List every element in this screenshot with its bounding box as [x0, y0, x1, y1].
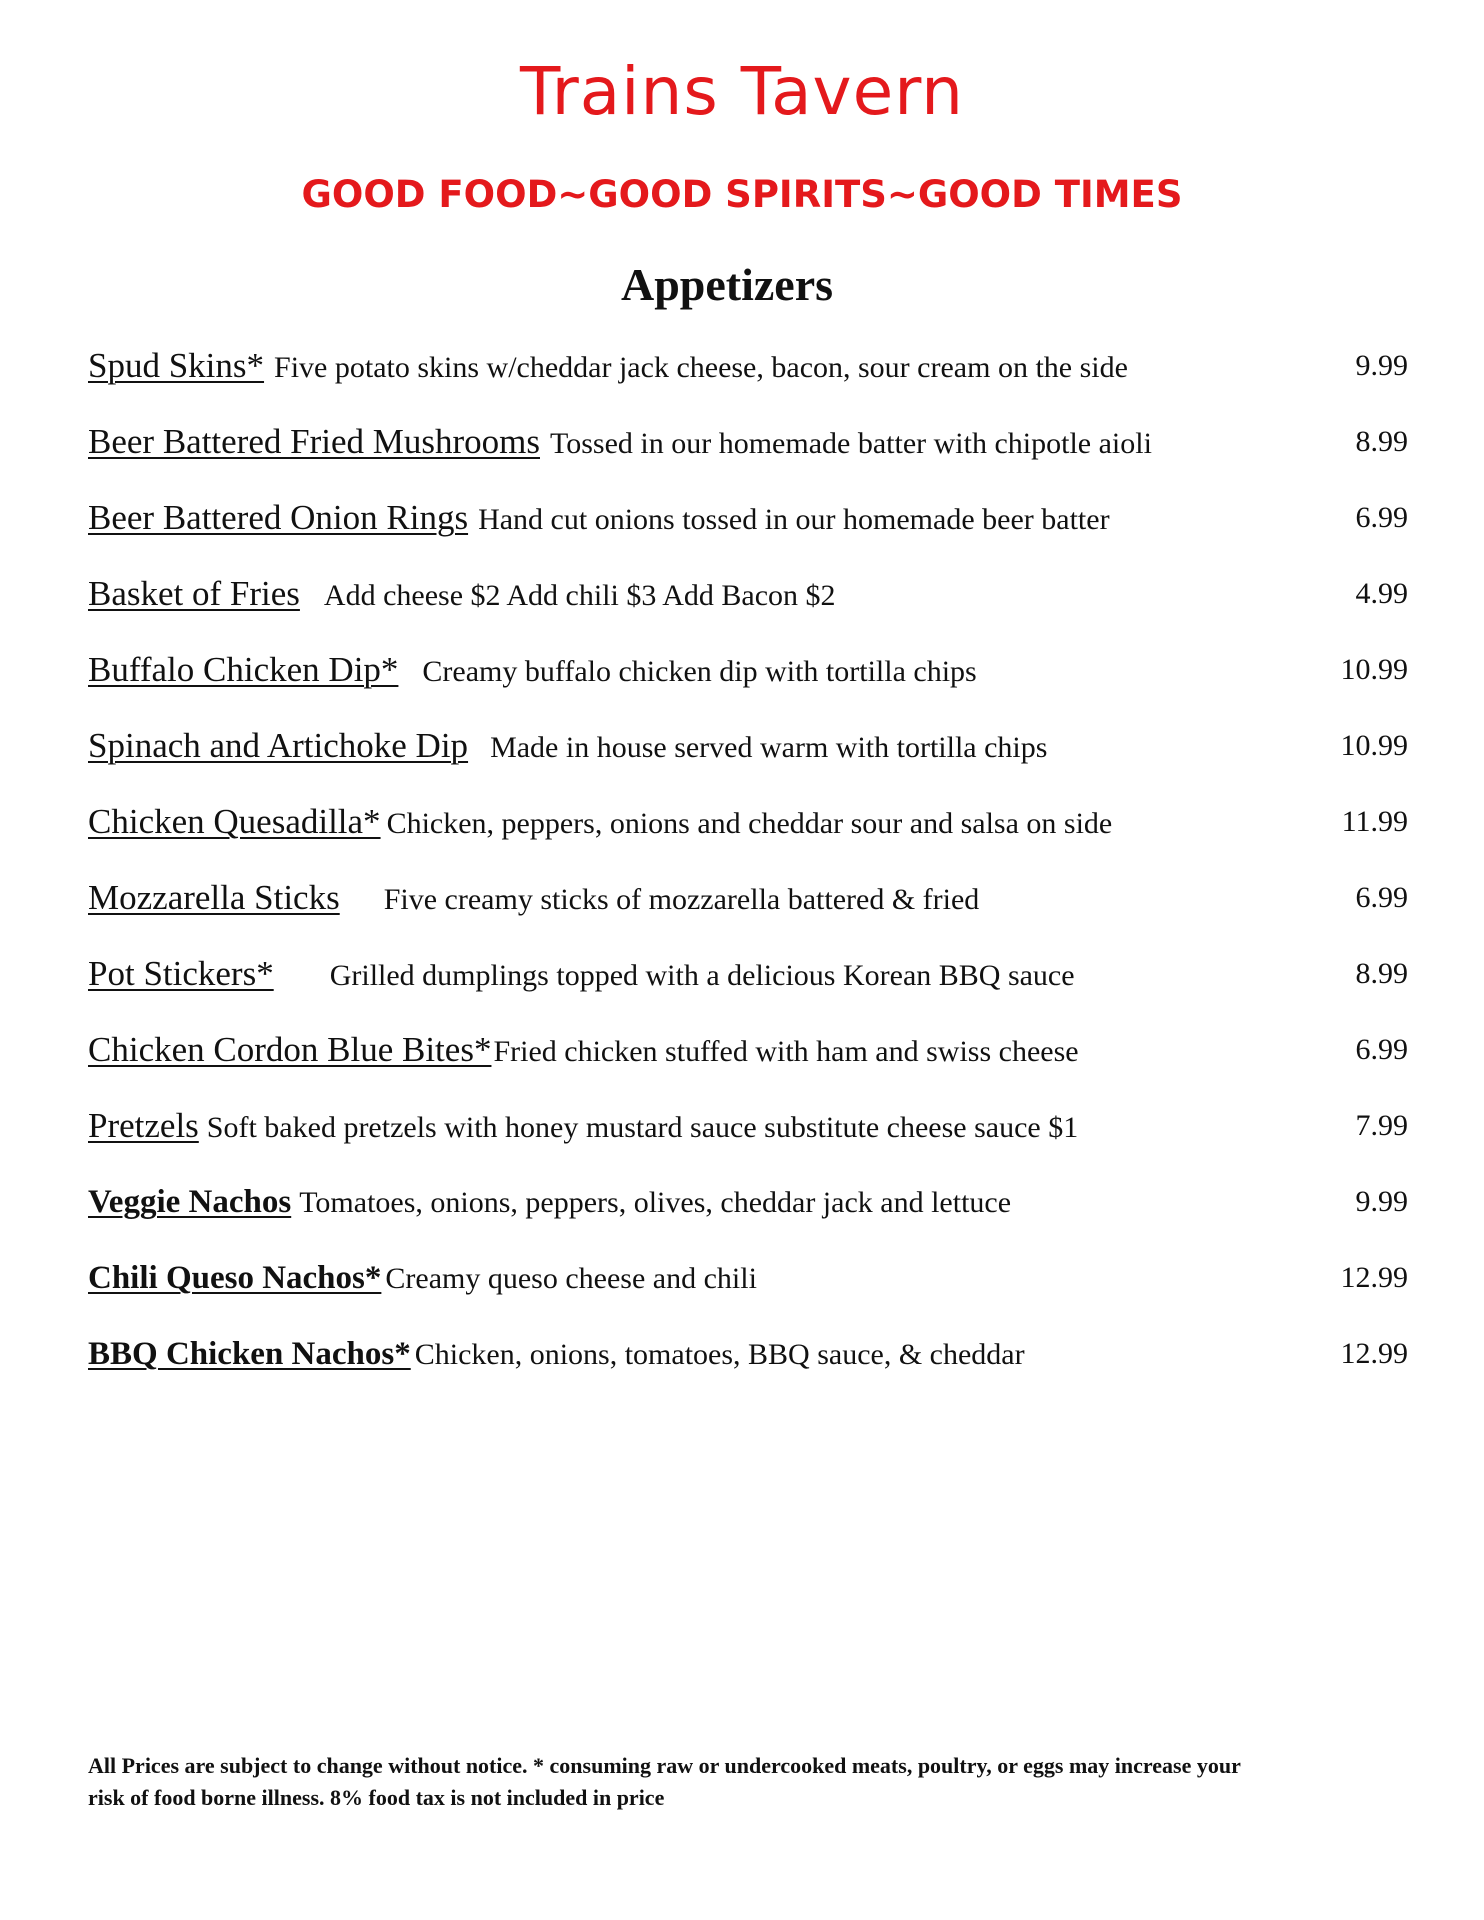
item-description: Hand cut onions tossed in our homemade beer batter — [478, 503, 1110, 536]
item-price: 11.99 — [1341, 805, 1408, 838]
menu-item — [88, 1027, 1408, 1103]
menu-item — [88, 1179, 1408, 1255]
item-name: Chicken Quesadilla* — [88, 802, 381, 841]
footer-line: risk of food borne illness. 8% food tax is not included in price — [88, 1785, 665, 1810]
item-name: Buffalo Chicken Dip* — [88, 650, 399, 689]
item-price: 6.99 — [1355, 501, 1408, 534]
menu-item — [88, 1103, 1408, 1179]
item-name: Veggie Nachos — [88, 1184, 292, 1220]
item-name: Chicken Cordon Blue Bites* — [88, 1030, 492, 1069]
item-description: Five creamy sticks of mozzarella battered & fried — [383, 883, 980, 916]
footer-line: All Prices are subject to change without notice. * consuming raw or undercooked meats, poultry, or eggs may increase your — [88, 1753, 1241, 1778]
item-name: BBQ Chicken Nachos* — [88, 1336, 411, 1372]
menu-item-list — [88, 343, 1408, 1407]
item-price: 12.99 — [1340, 1261, 1408, 1294]
item-price: 8.99 — [1355, 425, 1408, 458]
item-price: 10.99 — [1340, 729, 1408, 762]
menu-item — [88, 799, 1408, 875]
menu-item — [88, 723, 1408, 799]
item-price: 10.99 — [1340, 653, 1408, 686]
item-name: Pretzels — [88, 1106, 199, 1145]
item-price: 12.99 — [1340, 1337, 1408, 1370]
item-name: Spinach and Artichoke Dip — [88, 726, 469, 765]
menu-item — [88, 343, 1408, 419]
item-name: Pot Stickers* — [88, 954, 274, 993]
menu-item — [88, 647, 1408, 723]
item-price: 6.99 — [1355, 1033, 1408, 1066]
item-description: Tomatoes, onions, peppers, olives, cheddar jack and lettuce — [299, 1186, 1012, 1219]
item-description: Add cheese $2 Add chili $3 Add Bacon $2 — [323, 579, 836, 612]
tagline: GOOD FOOD~GOOD SPIRITS~GOOD TIMES — [301, 173, 1183, 216]
item-description: Made in house served warm with tortilla chips — [490, 731, 1048, 764]
item-name: Beer Battered Onion Rings — [88, 498, 469, 537]
item-description: Five potato skins w/cheddar jack cheese, bacon, sour cream on the side — [274, 351, 1128, 384]
menu-item — [88, 1331, 1408, 1407]
item-name: Basket of Fries — [88, 574, 300, 613]
menu-item — [88, 419, 1408, 495]
item-description: Soft baked pretzels with honey mustard sauce substitute cheese sauce $1 — [206, 1111, 1079, 1144]
item-price: 9.99 — [1355, 349, 1408, 382]
item-description: Tossed in our homemade batter with chipotle aioli — [550, 427, 1152, 460]
menu-item — [88, 571, 1408, 647]
item-name: Spud Skins* — [88, 346, 265, 385]
item-price: 8.99 — [1355, 957, 1408, 990]
item-price: 9.99 — [1355, 1185, 1408, 1218]
item-name: Chili Queso Nachos* — [88, 1260, 382, 1296]
item-price: 6.99 — [1355, 881, 1408, 914]
restaurant-title: Trains Tavern — [519, 53, 965, 130]
item-description: Creamy buffalo chicken dip with tortilla chips — [422, 655, 977, 688]
item-description: Fried chicken stuffed with ham and swiss cheese — [493, 1035, 1079, 1068]
menu-item — [88, 495, 1408, 571]
item-description: Grilled dumplings topped with a delicious Korean BBQ sauce — [329, 959, 1075, 992]
menu-item — [88, 875, 1408, 951]
item-name: Beer Battered Fried Mushrooms — [88, 422, 540, 461]
footer-disclaimer — [88, 1750, 1388, 1814]
item-description: Chicken, peppers, onions and cheddar sour and salsa on side — [386, 807, 1113, 840]
item-description: Creamy queso cheese and chili — [385, 1262, 757, 1295]
menu-item — [88, 1255, 1408, 1331]
item-price: 7.99 — [1355, 1109, 1408, 1142]
item-name: Mozzarella Sticks — [88, 878, 340, 917]
item-price: 4.99 — [1355, 577, 1408, 610]
menu-item — [88, 951, 1408, 1027]
section-heading: Appetizers — [620, 259, 834, 310]
item-description: Chicken, onions, tomatoes, BBQ sauce, & cheddar — [414, 1338, 1025, 1371]
